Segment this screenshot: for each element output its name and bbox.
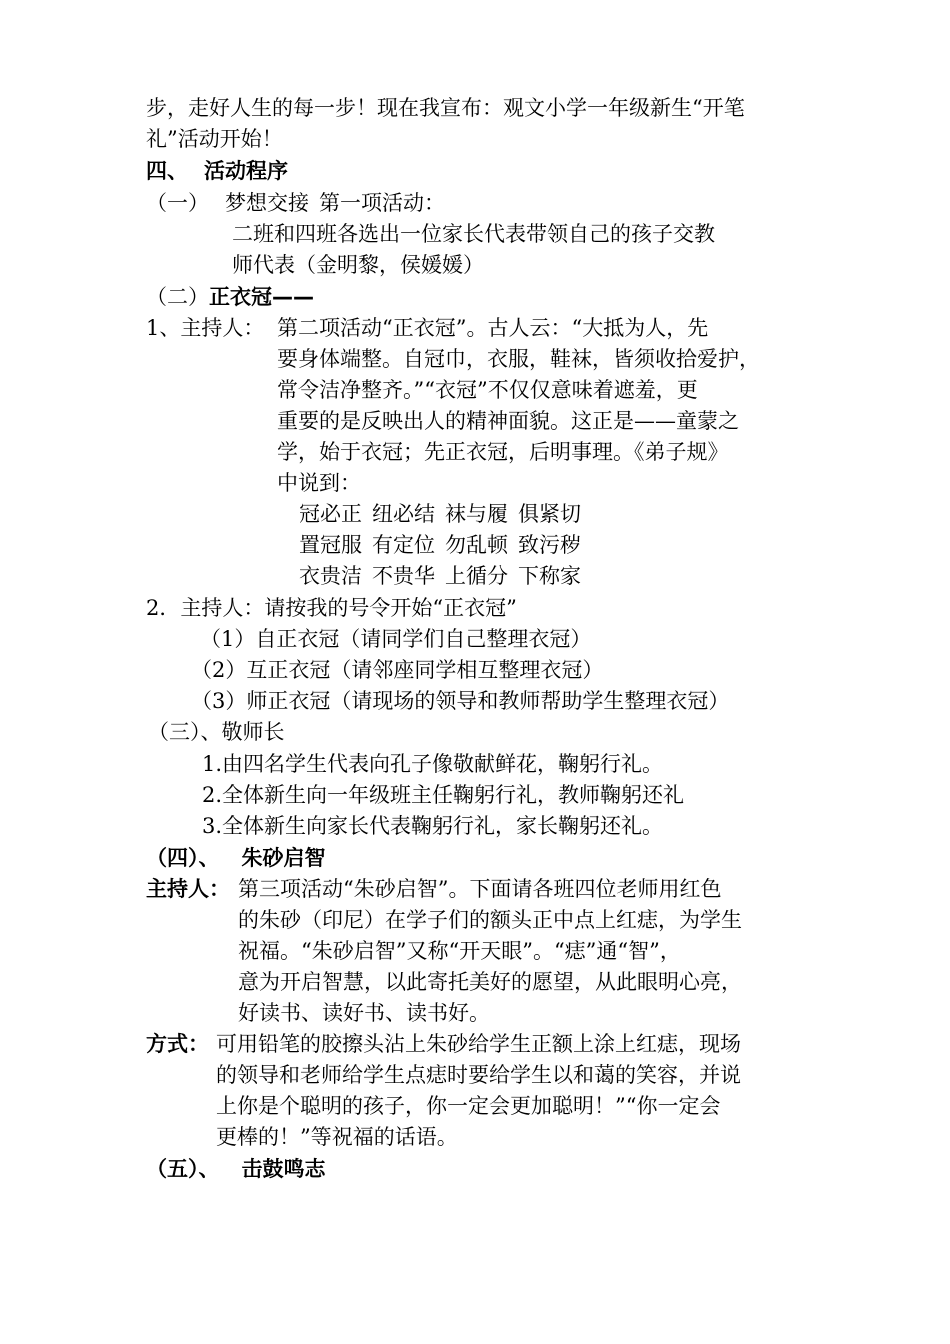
part2-item1-line-5: 学，始于衣冠；先正衣冠，后明事理。《弟子规》 [277,440,729,464]
part2-heading [146,282,314,312]
part3-item-2: 2.全体新生向一年级班主任鞠躬行礼，教师鞠躬还礼 [202,783,685,807]
part4-heading [146,843,326,873]
part1-heading [146,188,445,218]
verse-phrase: 上循分 [445,564,508,588]
part2-item1-line-6: 中说到： [277,471,361,495]
verse-phrase: 下称家 [518,564,581,588]
part2-item1-line-4: 重要的是反映出人的精神面貌。这正是——童蒙之 [277,409,739,433]
part1-subtitle: 第一项活动： [319,191,445,215]
part3-heading: （三）、敬师长 [148,720,285,744]
part4-title: 朱砂启智 [241,846,326,870]
part1-body-2: 师代表（金明黎，侯媛媛） [232,253,484,277]
verse-phrase: 勿乱顿 [445,533,508,557]
verse-phrase: 俱紧切 [518,502,581,526]
part3-item-1: 1.由四名学生代表向孔子像敬献鲜花，鞠躬行礼。 [202,752,664,776]
part2-step-1: （1）自正衣冠（请同学们自己整理衣冠） [200,627,592,651]
part4-host-label: 主持人： [146,877,230,901]
part2-item2: 2．主持人：请按我的号令开始“正衣冠” [146,596,517,620]
verse-line-1 [299,499,581,529]
verse-phrase: 冠必正 [299,502,362,526]
part4-host-line-4: 意为开启智慧，以此寄托美好的愿望，从此眼明心亮， [238,970,742,994]
part5-heading [146,1154,326,1184]
part2-item1-line-3: 常令洁净整齐。”“衣冠”不仅仅意味着遮羞，更 [277,378,698,402]
intro-line-1: 步，走好人生的每一步！现在我宣布：观文小学一年级新生“开笔 [146,96,745,120]
part2-item1-prefix: 1、主持人： [146,316,265,340]
part1-title: 梦想交接 [225,191,309,215]
verse-phrase: 纽必结 [372,502,435,526]
part4-method-line-2: 的领导和老师给学生点痣时要给学生以和蔼的笑容，并说 [216,1063,741,1087]
section-heading [146,156,288,186]
part2-title: 正衣冠—— [209,285,314,309]
verse-phrase: 有定位 [372,533,435,557]
part4-method-line-1: 可用铅笔的胶擦头沾上朱砂给学生正额上涂上红痣，现场 [216,1032,741,1056]
part4-host-line-3: 祝福。“朱砂启智”又称“开天眼”。“痣”通“智”， [238,939,681,963]
part2-label: （二） [146,285,209,309]
part2-item1-line-1: 第二项活动“正衣冠”。古人云：“大抵为人，先 [277,316,709,340]
verse-phrase: 致污秽 [518,533,581,557]
verse-line-3 [299,561,581,591]
part2-step-2: （2）互正衣冠（请邻座同学相互整理衣冠） [191,658,604,682]
verse-phrase: 置冠服 [299,533,362,557]
part4-host-line-5: 好读书、读好书、读书好。 [238,1001,490,1025]
intro-line-2: 礼”活动开始！ [146,127,283,151]
verse-line-2 [299,530,581,560]
part4-method-line-3: 上你是个聪明的孩子，你一定会更加聪明！”“你一定会 [216,1094,721,1118]
verse-phrase: 不贵华 [372,564,435,588]
part4-host-line-1: 第三项活动“朱砂启智”。下面请各班四位老师用红色 [238,877,722,901]
part3-item-3: 3.全体新生向家长代表鞠躬行礼，家长鞠躬还礼。 [202,814,664,838]
section-number: 四、 [146,159,188,183]
part4-method-label: 方式： [146,1032,209,1056]
part4-method-line-4: 更棒的！”等祝福的话语。 [216,1125,458,1149]
part5-title: 击鼓鸣志 [241,1157,326,1181]
part4-label: （四）、 [146,846,220,870]
part5-label: （五）、 [146,1157,220,1181]
part2-item1-line-2: 要身体端整。自冠巾，衣服，鞋袜，皆须收拾爱护， [277,347,760,371]
verse-phrase: 衣贵洁 [299,564,362,588]
part1-body-1: 二班和四班各选出一位家长代表带领自己的孩子交教 [232,222,715,246]
part4-host-line-2: 的朱砂（印尼）在学子们的额头正中点上红痣，为学生 [238,908,742,932]
part2-step-3: （3）师正衣冠（请现场的领导和教师帮助学生整理衣冠） [191,689,730,713]
part1-label: （一） [146,191,209,215]
section-title: 活动程序 [204,159,288,183]
verse-phrase: 袜与履 [445,502,508,526]
